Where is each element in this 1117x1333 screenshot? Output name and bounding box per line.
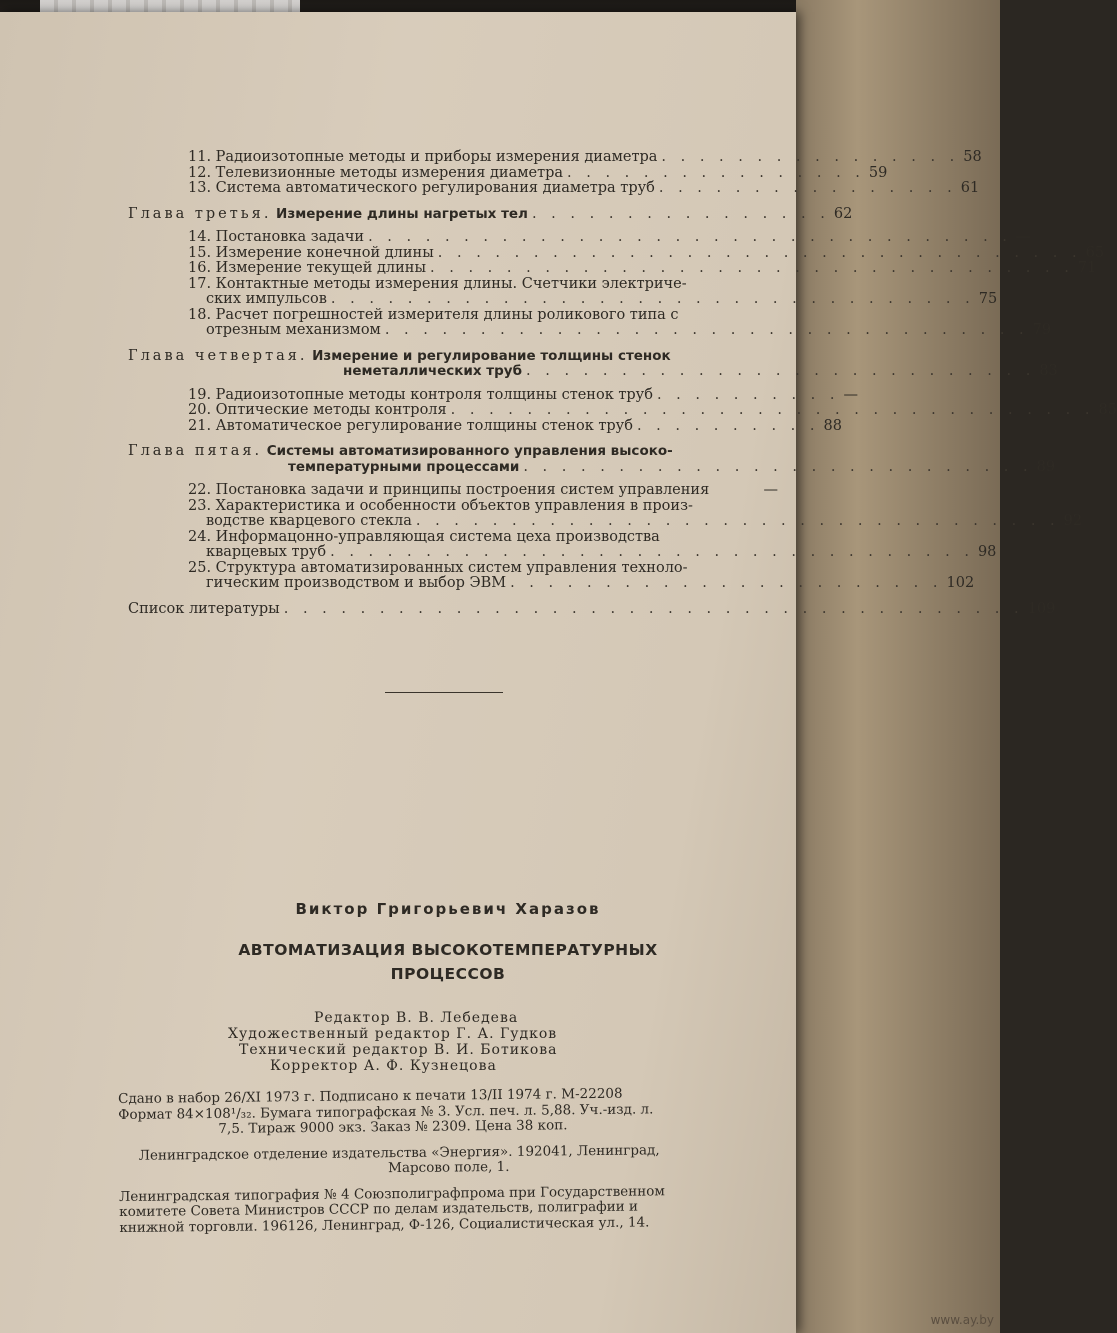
section-divider	[385, 692, 503, 693]
toc-entry-continued: отрезным механизмом . . . . . . . . . . . . . . . . . . . . . . . . . . . . . . . . . . 79	[206, 322, 1052, 338]
table-of-contents	[128, 149, 1117, 617]
book-title: АВТОМАТИЗАЦИЯ ВЫСОКОТЕМПЕРАТУРНЫХ ПРОЦЕССОВ	[238, 941, 658, 983]
toc-chapter: Глава третья. Измерение длины нагретых тел . . . . . . . . . . . . . . . . 62	[128, 205, 853, 222]
toc-entry: 22. Постановка задачи и принципы построения систем управления —	[188, 482, 778, 498]
book-edge	[796, 0, 1000, 1333]
toc-entry: 11. Радиоизотопные методы и приборы измерения диаметра . . . . . . . . . . . . . . . . 58	[188, 149, 982, 165]
toc-entry: 14. Постановка задачи . . . . . . . . . . . . . . . . . . . . . . . . . . . . . . . . . . —	[188, 229, 1031, 245]
credit-line: Редактор В. В. Лебедева	[314, 1010, 519, 1026]
printer-info: Ленинградская типография № 4 Союзполиграфпрома при Государственном	[119, 1182, 665, 1205]
toc-entry: 21. Автоматическое регулирование толщины стенок труб . . . . . . . . . . 88	[188, 417, 842, 434]
toc-entry-continued: гическим производством и выбор ЭВМ . . . . . . . . . . . . . . . . . . . . . . . 102	[206, 575, 975, 591]
toc-entry: 17. Контактные методы измерения длины. Счетчики электриче-	[188, 275, 687, 292]
toc-entry: 15. Измерение конечной длины . . . . . . . . . . . . . . . . . . . . . . . . . . . . . . . . . . 65	[188, 244, 1105, 261]
toc-entry: 18. Расчет погрешностей измерителя длины роликового типа с	[188, 306, 679, 323]
toc-entry: 16. Измерение текущей длины . . . . . . . . . . . . . . . . . . . . . . . . . . . . . . . . . . 71	[188, 260, 1097, 276]
imprint-block	[118, 900, 778, 1236]
credit-line: Технический редактор В. И. Ботикова	[239, 1042, 558, 1058]
toc-chapter: Глава пятая. Системы автоматизированного управления высоко- температурными процессами . . . . . . . . . . . . . . . . . . . . . . . . . . . 89	[128, 443, 1056, 475]
toc-entry-continued: водстве кварцевого стекла . . . . . . . . . . . . . . . . . . . . . . . . . . . . . . . . . . 92	[206, 513, 1083, 529]
publication-details: Сдано в набор 26/XI 1973 г. Подписано к печати 13/II 1974 г. М-22208 Формат 84×108¹/₃₂. Бумага типографская № 3. Усл. печ. л. 5,88. Уч.-изд. л. 7,5. Тираж 9000 экз. Заказ № 2309. Цена 38 коп. Ленинградское отделение издательства «Энергия». 192041, Ленинград, Марсово поле, 1. Ленинградская типография № 4 Союзполиграфпрома при Государственном комитете Совета Министров СССР по делам издательств, полиграфии и книжной торговли. 196126, Ленинград, Ф-126, Социалистическая ул., 14.	[118, 1085, 779, 1236]
credits-list	[118, 1010, 778, 1074]
toc-entry: 24. Информацонно-управляющая система цеха производства	[188, 528, 660, 545]
toc-entry-continued: ских импульсов . . . . . . . . . . . . . . . . . . . . . . . . . . . . . . . . . . 75	[206, 291, 998, 307]
author-name: Виктор Григорьевич Харазов	[295, 900, 601, 918]
toc-entry: 23. Характеристика и особенности объектов управления в произ-	[188, 497, 693, 514]
toc-entry: 19. Радиоизотопные методы контроля толщины стенок труб . . . . . . . . . . —	[188, 386, 859, 403]
toc-entry: 12. Телевизионные методы измерения диаметра . . . . . . . . . . . . . . . . 59	[188, 164, 888, 181]
toc-chapter: Глава четвертая. Измерение и регулирование толщины стенок неметаллических труб . . . . . . . . . . . . . . . . . . . . . . . . . . . 83	[128, 347, 1058, 379]
toc-entry: 13. Система автоматического регулирования диаметра труб . . . . . . . . . . . . . . . . 61	[188, 180, 980, 196]
toc-entry: 20. Оптические методы контроля . . . . . . . . . . . . . . . . . . . . . . . . . . . . . . . . . . 85	[188, 402, 1117, 418]
toc-entry-continued: кварцевых труб . . . . . . . . . . . . . . . . . . . . . . . . . . . . . . . . . . 98	[206, 544, 997, 560]
toc-references: Список литературы . . . . . . . . . . . . . . . . . . . . . . . . . . . . . . . . . . . . . . . 109	[128, 600, 1056, 617]
credit-line: Художественный редактор Г. А. Гудков	[228, 1026, 558, 1042]
publisher-info: Ленинградское отделение издательства «Энергия». 192041, Ленинград,	[138, 1141, 660, 1164]
toc-entry: 25. Структура автоматизированных систем управления техноло-	[188, 559, 688, 576]
credit-line: Корректор А. Ф. Кузнецова	[270, 1058, 497, 1074]
site-watermark: www.ay.by	[930, 1313, 994, 1327]
